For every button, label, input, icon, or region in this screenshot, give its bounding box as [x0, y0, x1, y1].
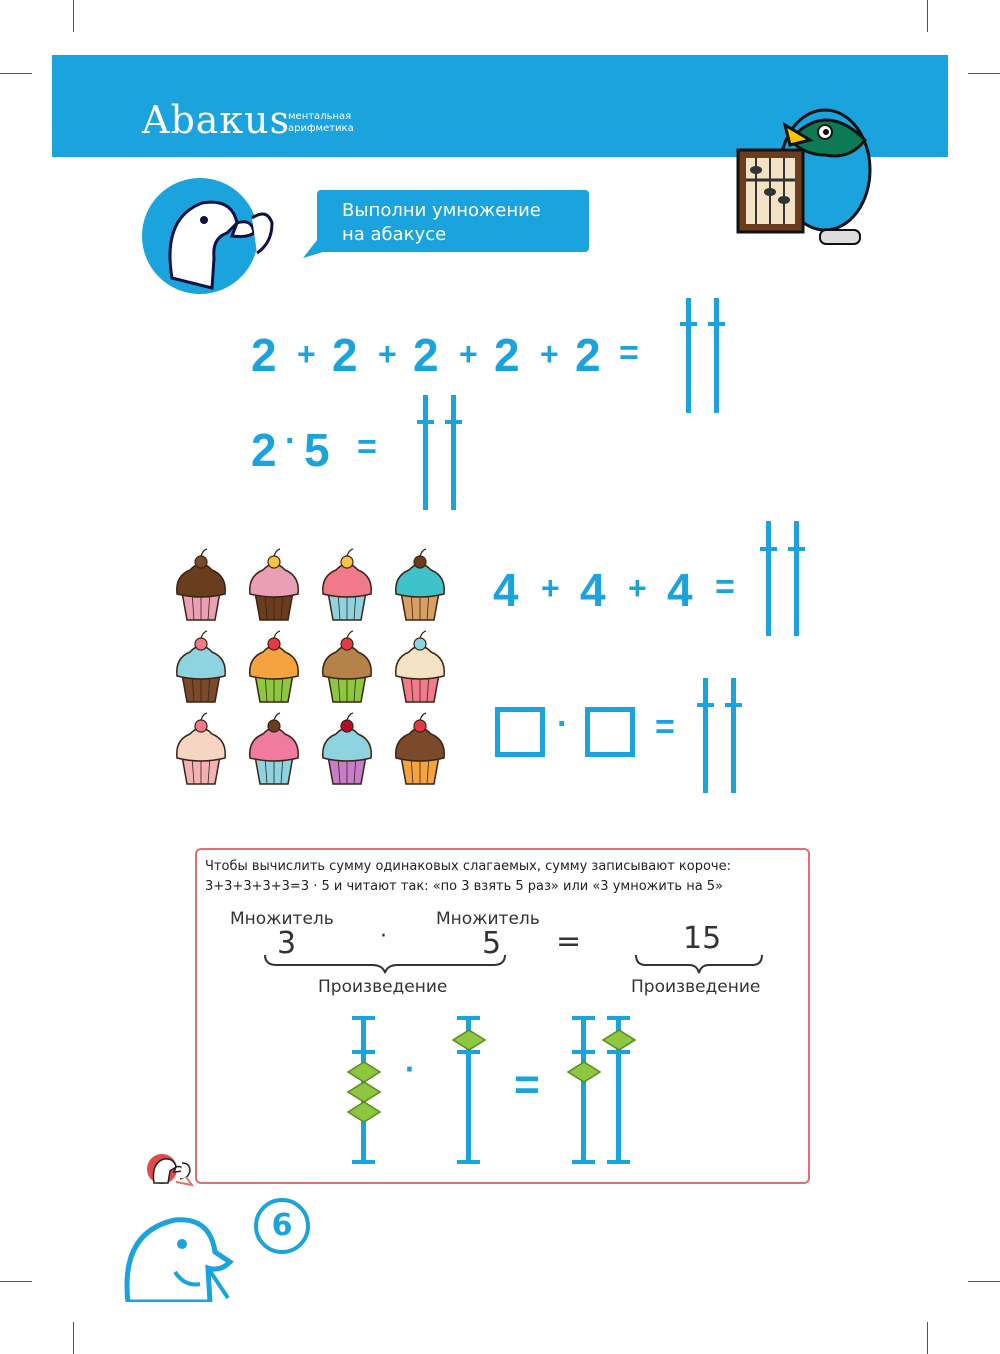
crop-mark: [0, 73, 32, 74]
product-label: Произведение: [631, 977, 761, 997]
ex2-right: 5: [304, 424, 330, 476]
cupcake-icon: [172, 630, 230, 704]
ex1-term: 2: [251, 329, 277, 381]
ex1-plus: +: [459, 336, 478, 372]
ex3-plus: +: [541, 570, 560, 606]
ex1-plus: +: [297, 336, 316, 372]
cupcake-icon: [245, 548, 303, 622]
logo: Abaкus: [142, 98, 291, 142]
crop-mark: [73, 0, 74, 32]
cupcake-icon: [318, 712, 376, 786]
ex1-term: 2: [494, 329, 520, 381]
ex1-plus: +: [540, 336, 559, 372]
abacus-beads: [340, 1020, 640, 1130]
brace-left: [262, 953, 508, 975]
cupcake-icon: [318, 630, 376, 704]
mini-parrot-icon: [146, 1153, 196, 1187]
cupcake-icon: [245, 712, 303, 786]
factor1: 3: [277, 926, 297, 961]
result-value: 15: [683, 921, 722, 956]
cupcake-icon: [391, 548, 449, 622]
ex4-equals: =: [655, 708, 675, 746]
product-label: Произведение: [318, 977, 448, 997]
cupcake-icon: [391, 712, 449, 786]
ex2-dot: ·: [285, 422, 297, 460]
ex3-term: 4: [667, 564, 693, 616]
crop-mark: [927, 0, 928, 32]
cupcake-icon: [391, 630, 449, 704]
rule-note-line1: Чтобы вычислить сумму одинаковых слагаемых, сумму записывают короче:: [205, 859, 731, 874]
parrot-abacus-icon: [730, 100, 880, 250]
abacus-equals: =: [514, 1060, 540, 1109]
ex1-plus: +: [378, 336, 397, 372]
ex3-term: 4: [493, 564, 519, 616]
ex4-dot: ·: [557, 705, 569, 743]
equals-sign: =: [556, 924, 582, 959]
parrot-circle-icon: [142, 178, 282, 296]
parrot-bottom-icon: [120, 1212, 240, 1302]
ex3-term: 4: [580, 564, 606, 616]
ex2-left: 2: [251, 424, 277, 476]
answer-box[interactable]: [585, 707, 635, 757]
factor-label: Множитель: [436, 909, 540, 929]
crop-mark: [0, 1281, 32, 1282]
ex1-term: 2: [332, 329, 358, 381]
abacus-dot: ·: [405, 1051, 416, 1087]
cupcake-icon: [172, 712, 230, 786]
instruction-line1: Выполни умножение: [342, 200, 541, 221]
factor-dot: ·: [380, 924, 387, 949]
logo-subtitle-line1: ментальная: [288, 111, 352, 122]
ex1-term: 2: [575, 329, 601, 381]
bubble-tail: [303, 240, 323, 260]
logo-subtitle-line2: арифметика: [288, 123, 354, 134]
ex1-equals: =: [619, 334, 639, 372]
crop-mark: [968, 73, 1000, 74]
cupcake-icon: [318, 548, 376, 622]
brace-right: [633, 953, 765, 975]
factor-label: Множитель: [230, 909, 334, 929]
crop-mark: [927, 1322, 928, 1354]
ex1-term: 2: [413, 329, 439, 381]
cupcake-icon: [172, 548, 230, 622]
instruction-bubble: [317, 190, 589, 252]
rule-note-text: [205, 857, 731, 897]
answer-box[interactable]: [495, 707, 545, 757]
logo-subtitle: [288, 111, 354, 135]
instruction-line2: на абакусе: [342, 224, 447, 245]
rule-note-box: [195, 848, 810, 1184]
ex3-plus: +: [628, 570, 647, 606]
rule-note-line2: 3+3+3+3+3=3 · 5 и читают так: «по 3 взять 5 раз» или «3 умножить на 5»: [205, 879, 724, 894]
ex3-equals: =: [715, 568, 735, 606]
ex2-equals: =: [357, 428, 377, 466]
page-number: 6: [254, 1198, 310, 1254]
cupcake-icon: [245, 630, 303, 704]
crop-mark: [73, 1322, 74, 1354]
crop-mark: [968, 1281, 1000, 1282]
factor2: 5: [482, 926, 502, 961]
